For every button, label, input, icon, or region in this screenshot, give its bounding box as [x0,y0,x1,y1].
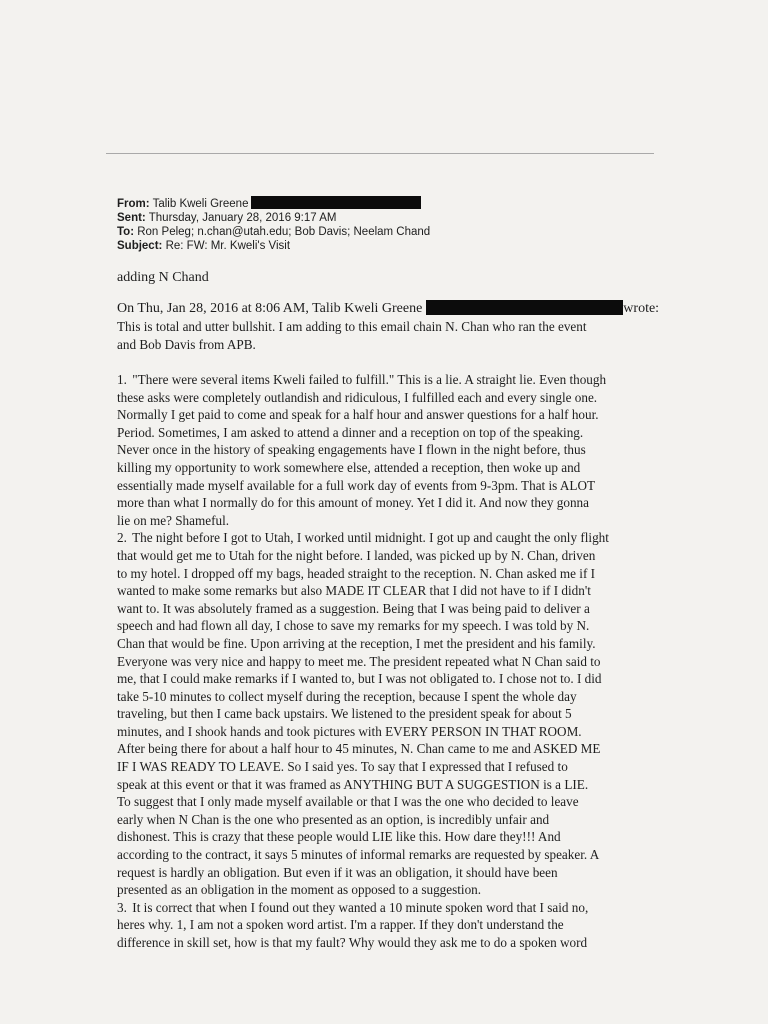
quoted-intro [117,318,645,353]
list-line: wanted to make some remarks but also MADE IT CLEAR that I did not have to if I didn't [117,583,591,599]
list-line: Everyone was very nice and happy to meet me. The president repeated what N Chan said to [117,653,601,669]
list-line: lie on me? Shameful. [117,512,230,528]
list-line: early when N Chan is the one who presented as an option, is incredibly unfair and [117,811,550,827]
list-line-text: It is correct that when I found out they wanted a 10 minute spoken word that I said no, [132,899,589,915]
separator-line [106,153,654,154]
to-row [117,225,677,239]
list-line: Normally I get paid to come and speak for a half hour and answer questions for a half hour. [117,407,599,423]
sent-value: Thursday, January 28, 2016 9:17 AM [148,212,337,224]
list-line: IF I WAS READY TO LEAVE. So I said yes. To say that I expressed that I refused to [117,759,568,775]
email-header [117,196,677,253]
list-line: Chan that would be fine. Upon arriving at the reception, I met the president and his family. [117,635,596,651]
list-line: killing my opportunity to work somewhere else, attended a reception, then woke up and [117,459,581,475]
list-line-text: The night before I got to Utah, I worked until midnight. I got up and caught the only flight [132,530,609,546]
numbered-list [117,371,662,952]
subject-value: Re: FW: Mr. Kweli's Visit [165,240,291,252]
to-label: To: [117,226,135,238]
list-line: more than what I normally do for this amount of money. Yet I did it. And now they gonna [117,495,589,511]
list-line: to my hotel. I dropped off my bags, headed straight to the reception. N. Chan asked me if I [117,565,596,581]
list-line: want to. It was absolutely framed as a suggestion. Being that I was being paid to deliver a [117,600,590,616]
list-line: me, that I could make remarks if I wanted to, but I was not obligated to. I chose not to. I did [117,671,602,687]
to-value: Ron Peleg; n.chan@utah.edu; Bob Davis; Neelam Chand [137,226,431,238]
list-item [117,371,662,529]
list-line: according to the contract, it says 5 minutes of informal remarks are requested by speaker. A [117,847,600,863]
list-line: these asks were completely outlandish and ridiculous, I fulfilled each and every single one. [117,389,598,405]
list-line: difference in skill set, how is that my fault? Why would they ask me to do a spoken word [117,935,588,950]
list-line: minutes, and I shook hands and took pictures with EVERY PERSON IN THAT ROOM. [117,723,582,739]
list-number: 3. [117,899,127,915]
list-line: Never once in the history of speaking engagements have I flown in the night before, thus [117,442,586,458]
list-line-text: "There were several items Kweli failed to fulfill." This is a lie. A straight lie. Even though [132,372,607,387]
subject-row [117,239,677,253]
redaction-box [426,300,623,315]
list-line: request is hardly an obligation. But even if it was an obligation, it should have been [117,864,558,880]
list-line: dishonest. This is crazy that these people would LIE like this. How dare they!!! And [117,829,561,845]
list-line: essentially made myself available for a full work day of events from 9-3pm. That is ALOT [117,477,596,493]
list-line: To suggest that I only made myself available or that I was the one who decided to leave [117,794,579,810]
list-item-first-line [117,529,662,547]
subject-label: Subject: [117,240,163,252]
forward-note: adding N Chand [117,270,209,285]
list-line: speak at this event or that it was framed as ANYTHING BUT A SUGGESTION is a LIE. [117,776,589,792]
sent-row [117,211,677,225]
list-line: heres why. 1, I am not a spoken word artist. I'm a rapper. If they don't understand the [117,917,564,933]
intro-line: and Bob Davis from APB. [117,336,256,352]
list-number: 1. [117,372,127,387]
list-line: that would get me to Utah for the night before. I landed, was picked up by N. Chan, driven [117,547,596,563]
list-line: traveling, but then I came back upstairs. We listened to the president speak for about 5 [117,706,572,722]
list-line: speech and had flown all day, I chose to save my remarks for my speech. I was told by N. [117,618,590,634]
wrote-prefix: On Thu, Jan 28, 2016 at 8:06 AM, Talib Kweli Greene [117,301,423,316]
from-value: Talib Kweli Greene [152,198,249,210]
intro-line: This is total and utter bullshit. I am adding to this email chain N. Chan who ran the event [117,319,587,334]
list-line: Period. Sometimes, I am asked to attend a dinner and a reception on top of the speaking. [117,424,584,440]
list-item [117,529,662,898]
list-line: take 5-10 minutes to collect myself during the reception, because I spent the whole day [117,688,577,704]
redaction-box [251,196,421,209]
list-item-first-line [117,899,662,917]
list-line: After being there for about a half hour to 45 minutes, N. Chan came to me and ASKED ME [117,741,601,757]
list-line: presented as an obligation in the moment as opposed to a suggestion. [117,882,482,898]
from-label: From: [117,198,150,210]
sent-label: Sent: [117,212,146,224]
from-row [117,196,677,211]
list-item [117,899,662,952]
wrote-suffix: wrote: [623,301,660,316]
list-number: 2. [117,530,127,546]
quoted-attribution [117,300,662,317]
list-item-first-line [117,371,662,389]
